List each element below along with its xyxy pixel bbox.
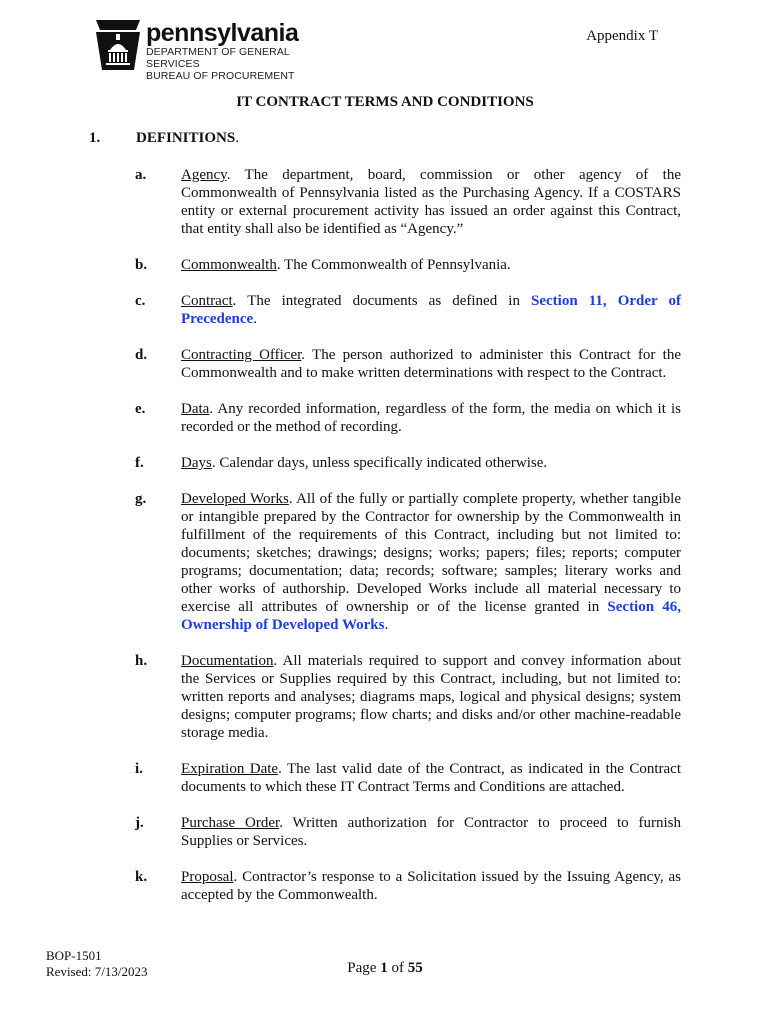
pennsylvania-logo <box>96 19 316 82</box>
definition-body: . The department, board, commission or other agency of the Commonwealth of Pennsylvania listed as the Purchasing Agency. If a COSTARS entity or external procurement activity has issued an order against this Contract, that entity shall also be identified as “Agency.” <box>181 167 681 237</box>
definition-text <box>181 814 681 850</box>
definition-letter: k. <box>135 869 148 885</box>
department-name: DEPARTMENT OF GENERAL SERVICES <box>146 46 290 70</box>
definition-term: Purchase Order <box>181 815 280 831</box>
definition-term: Proposal <box>181 869 234 885</box>
document-title: IT CONTRACT TERMS AND CONDITIONS <box>236 94 534 110</box>
definition-item <box>135 760 681 796</box>
form-id: BOP-1501 <box>46 948 102 963</box>
definition-letter: j. <box>135 815 144 831</box>
definition-body: . The Commonwealth of Pennsylvania. <box>276 257 511 273</box>
definition-item <box>135 814 681 850</box>
page-total: 55 <box>407 960 423 976</box>
definition-letter: i. <box>135 761 143 777</box>
bureau-name: BUREAU OF PROCUREMENT <box>146 70 295 82</box>
definition-term: Documentation <box>181 653 274 669</box>
definition-text <box>181 400 681 436</box>
definition-letter: a. <box>135 167 147 183</box>
definition-letter: e. <box>135 401 146 417</box>
section-title-period: . <box>235 130 239 146</box>
brand-text <box>146 20 316 82</box>
definition-term: Expiration Date <box>181 761 279 777</box>
definition-letter: g. <box>135 491 147 507</box>
definition-item <box>135 400 681 436</box>
appendix-label: Appendix T <box>586 28 658 44</box>
definition-item <box>135 868 681 904</box>
definition-term: Contract <box>181 293 233 309</box>
definition-letter: f. <box>135 455 144 471</box>
definition-letter: b. <box>135 257 148 273</box>
definition-item <box>135 652 681 742</box>
definition-text <box>181 346 681 382</box>
section-title: DEFINITIONS <box>136 130 236 146</box>
definition-letter: c. <box>135 293 146 309</box>
definition-body: . Contractor’s response to a Solicitation issued by the Issuing Agency, as accepted by the Commonwealth. <box>181 869 681 903</box>
page-word: Page <box>347 960 381 976</box>
section-reference-link[interactable]: Section 46, Ownership of Developed Works <box>181 599 681 633</box>
definition-text <box>181 760 681 796</box>
section-reference-link[interactable]: Section 11, Order of Precedence <box>181 293 681 327</box>
definition-body: . All materials required to support and convey information about the Services or Supplies required by this Contract, including, but not limited to: written reports and analyses; diagrams maps, logical and physical designs; system designs; computer programs; flow charts; and disks and/or other machine-readable storage media. <box>181 653 681 741</box>
definition-item <box>135 292 681 328</box>
definition-term: Commonwealth <box>181 257 277 273</box>
definition-term: Contracting Officer <box>181 347 302 363</box>
definition-letter: d. <box>135 347 148 363</box>
brand-name: pennsylvania <box>146 19 299 47</box>
definition-body: . Any recorded information, regardless of the form, the media on which it is recorded or the method of recording. <box>181 401 681 435</box>
definition-text <box>181 454 681 472</box>
definition-body: . The person authorized to administer this Contract for the Commonwealth and to make written determinations with respect to the Contract. <box>181 347 681 381</box>
definition-text <box>181 166 681 238</box>
definition-term: Data <box>181 401 210 417</box>
definition-text <box>181 292 681 328</box>
definition-body: . The last valid date of the Contract, as indicated in the Contract documents to which these IT Contract Terms and Conditions are attached. <box>181 761 681 795</box>
definition-body-end: . <box>384 617 389 633</box>
definition-item <box>135 256 681 274</box>
definition-text <box>181 256 681 274</box>
section-heading <box>89 130 239 147</box>
definition-term: Days <box>181 455 212 471</box>
definition-term: Developed Works <box>181 491 289 507</box>
definitions-list <box>135 166 681 922</box>
section-number: 1. <box>89 130 101 146</box>
definition-body: . The integrated documents as defined in <box>232 293 532 309</box>
definition-letter: h. <box>135 653 148 669</box>
page-number <box>0 960 770 977</box>
definition-text <box>181 652 681 742</box>
page-current: 1 <box>380 960 388 976</box>
definition-term: Agency <box>181 167 227 183</box>
keystone-capitol-icon <box>96 20 140 70</box>
definition-text <box>181 868 681 904</box>
revision-date: Revised: 7/13/2023 <box>46 964 148 979</box>
definition-body-end: . <box>253 311 257 327</box>
definition-item <box>135 454 681 472</box>
definition-item <box>135 166 681 238</box>
definition-item <box>135 346 681 382</box>
page-of-word: of <box>387 960 408 976</box>
definition-body: . Calendar days, unless specifically indicated otherwise. <box>211 455 548 471</box>
definition-text <box>181 490 681 634</box>
definition-body: . All of the fully or partially complete property, whether tangible or intangible prepared by the Contractor for ownership by the Commonwealth in fulfillment of the requirements of this Contract, including but not limited to: documents; sketches; drawings; designs; works; papers; files; reports; computer programs; documentation; data; records; software; samples; literary works and other works of authorship. Developed Works include all material necessary to exercise all attributes of ownership or of the license granted in <box>181 491 681 615</box>
definition-item <box>135 490 681 634</box>
definition-body: . Written authorization for Contractor to proceed to furnish Supplies or Services. <box>181 815 681 849</box>
